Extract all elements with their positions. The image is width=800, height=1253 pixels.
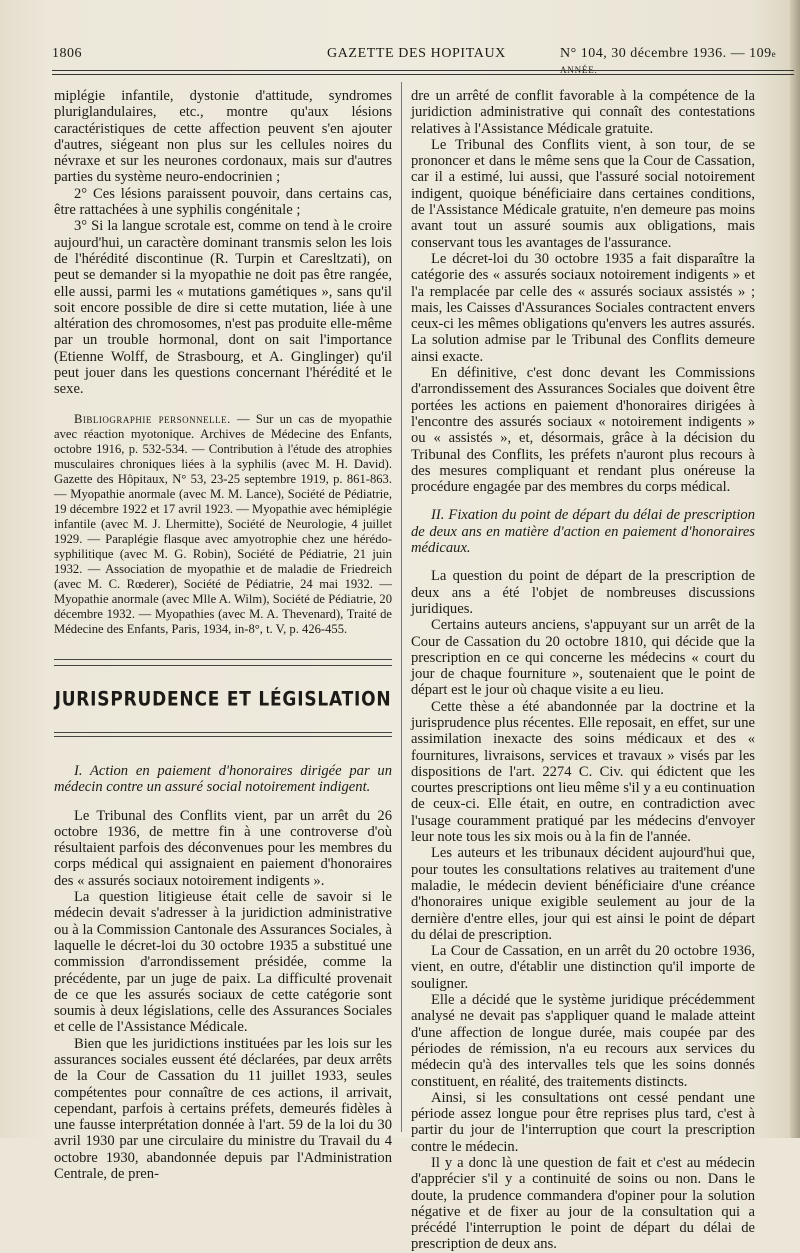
paragraph: dre un arrêté de conflit favorable à la compétence de la juridiction administrative qui connaît des contestations relatives à l'Assistance Médicale gratuite. [411,88,755,137]
paragraph: Certains auteurs anciens, s'appuyant sur un arrêt de la Cour de Cassation du 20 octobre 1810, qui décide que la prescription en ce qui concerne les médecins « court du jour de chaque fourniture », soutenaient que le point de départ est le jour où chaque visite a eu lieu. [411,617,755,699]
paragraph: miplégie infantile, dystonie d'attitude, syndromes pluriglandulaires, etc., montre qu'aux lésions caractéristiques de cette affection peuvent s'en ajouter d'autres, siégeant non plus sur les cellules noires du névraxe et sur les neurones cordonaux, mais sur d'autres parties du système neuro-endocrinien ; [54,88,392,186]
paragraph: Bien que les juridictions instituées par les lois sur les assurances sociales eussent été déclarées, par deux arrêts de la Cour de Cassation du 11 juillet 1933, seules compétentes pour connaître de ces actions, il arrivait, cependant, parfois à certains préfets, demeurés fidèles à une fausse interprétation donnée à l'art. 59 de la loi du 30 avril 1930 par une circulaire du ministre du Travail du 4 octobre 1930, abandonnée depuis par l'Administration Centrale, de pren- [54,1035,392,1183]
issue-date: N° 104, 30 décembre 1936. — 109 [560,46,772,61]
header-rule [52,70,794,75]
paragraph: Le décret-loi du 30 octobre 1935 a fait disparaître la catégorie des « assurés sociaux notoirement indigents » et l'a remplacée par celle des « assurés sociaux assistés » ; mais, les Caisses d'Assurances Sociales contractent envers ceux-ci les mêmes obligations qu'envers les autres assurés. La solution admise par le Tribunal des Conflits demeure ainsi exacte. [411,250,755,365]
paragraph: La question litigieuse était celle de savoir si le médecin devait s'adresser à la juridiction administrative ou à la Commission Cantonale des Assurances Sociales, à laquelle le décret-loi du 30 octobre 1935 a substitué une commission d'arrondissement présidée, comme la précédente, par un juge de paix. La difficulté provenait de ce que les assurés sociaux de cette catégorie sont soumis à deux législations, celle des Assurances Sociales et celle de l'Assistance Médicale. [54,889,392,1036]
paragraph: Elle a décidé que le système juridique précédemment analysé ne devait pas s'appliquer quand le malade atteint d'une affection de longue durée, mais coupée par des périodes de rémission, n'a eu recours aux services du médecin qu'à des intervalles tels que les soins donnés constituent, en réalité, des traitements distincts. [411,992,755,1090]
bibliography-text: — Sur un cas de myopathie avec réaction myotonique. Archives de Médecine des Enfants, octobre 1916, p. 532-534. — Contribution à l'étude des atrophies musculaires chroniques liées à la syphilis (avec M. H. David). Gazette des Hôpitaux, N° 53, 23-25 septembre 1919, p. 861-863. — Myopathie anormale (avec M. M. Lance), Société de Pédiatrie, 19 décembre 1922 et 17 avril 1923. — Myopathie avec hémiplégie infantile (avec M. J. Lhermitte), Société de Neurologie, 4 juillet 1929. — Paraplégie flasque avec amyotrophie chez une hérédo-syphilitique (avec M. G. Robin), Société de Pédiatrie, 21 juin 1932. — Association de myopathie et de maladie de Friedreich (avec M. C. Rœderer), Société de Pédiatrie, 24 mai 1932. — Myopathie anormale (avec Mlle A. Wilm), Société de Pédiatrie, 20 décembre 1932. — Myopathies (avec M. A. Thevenard), Traité de Médecine des Enfants, Paris, 1934, in-8°, t. V, p. 426-455. [54,411,392,636]
page-number: 1806 [52,46,82,61]
column-divider [401,82,402,1132]
paragraph: Ainsi, si les consultations ont cessé pendant une période assez longue pour être reprises plus tard, c'est à partir du jour de l'interruption que court la prescription contre le médecin. [411,1089,755,1155]
paragraph: Le Tribunal des Conflits vient, à son tour, de se prononcer et dans le même sens que la Cour de Cassation, car il a estimé, lui aussi, que l'assuré social notoirement indigent, quoique bénéficiaire dans certaines conditions, de l'Assistance Médicale gratuite, n'en demeure pas moins avant tout un assuré soumis aux obligations, mais conservant tous les avantages de l'assurance. [411,136,755,251]
left-column [54,88,392,1183]
paragraph: En définitive, c'est donc devant les Commissions d'arrondissement des Assurances Sociales que doivent être portées les actions en paiement d'honoraires dirigées à l'encontre des assurés sociaux « notoirement indigents » ou « assistés », et, désormais, grâce à la décision du Tribunal des Conflits, les préfets n'auront plus recours à des mesures compliquant et rendant plus onéreuse la procédure engagée par des membres du corps médical. [411,365,755,496]
paragraph: Cette thèse a été abandonnée par la doctrine et la jurisprudence plus récentes. Elle reposait, en effet, sur une assimilation inexacte des soins médicaux et des « fournitures, livraisons, services et travaux » visés par les dispositions de l'art. 2274 C. Civ. qui édictent que les courtes prescriptions ont lieu même s'il y a eu continuation de ceux-ci. Elle était, en outre, en contradiction avec l'usage couramment pratiqué par les médecins d'envoyer leur note tous les six mois ou à la fin de l'année. [411,698,755,846]
paragraph: Les auteurs et les tribunaux décident aujourd'hui que, pour toutes les consultations relatives au traitement d'une maladie, le médecin devient bénéficiaire d'une créance d'honoraires unique exigible seulement au jour de la dernière d'entre elles, jour qui est ainsi le point de départ du délai de prescription. [411,845,755,943]
section-rule-bottom [54,732,392,737]
section-title: JURISPRUDENCE ET LÉGISLATION [54,688,392,712]
year-suffix: e ANNÉE. [560,49,777,75]
bibliography-label: Bibliographie personnelle. [74,411,231,426]
running-header [52,42,792,75]
journal-title: GAZETTE DES HOPITAUX [327,46,506,61]
bibliography [54,412,392,637]
paragraph: La Cour de Cassation, en un arrêt du 20 octobre 1936, vient, en outre, d'établir une distinction qu'il importe de souligner. [411,943,755,992]
page-spine-shadow [790,0,800,1138]
paragraph: Le Tribunal des Conflits vient, par un arrêt du 26 octobre 1936, de mettre fin à une controverse d'où résultaient parfois des déconvenues pour les membres du corps médical qui assignaient en paiement d'honoraires des « assurés sociaux notoirement indigents ». [54,807,392,889]
paragraph: 2° Ces lésions paraissent pouvoir, dans certains cas, être rattachées à une syphilis congénitale ; [54,185,392,219]
paragraph: 3° Si la langue scrotale est, comme on tend à le croire aujourd'hui, un caractère dominant transmis selon les lois de l'hérédité discontinue (R. Turpin et Caresltzati), on peut se demander si la myopathie ne doit pas être rangée, elle aussi, parmi les « mutations gamétiques », sans qu'il soit encore possible de dire si cette mutation, liée à une altération des chromosomes, n'est pas produite elle-même par un trouble hormonal, dont on sait l'importance (Etienne Wolff, de Strasbourg, et A. Ginglinger) qu'il peut jouer dans les questions concernant l'hérédité et le sexe. [54,218,392,398]
subheading: II. Fixation du point de départ du délai de prescription de deux ans en matière d'action en paiement d'honoraires médicaux. [411,507,755,557]
section-rule-top [54,659,392,666]
paragraph: Il y a donc là une question de fait et c'est au médecin d'apprécier s'il y a continuité de soins ou non. Dans le doute, la prudence commandera d'opiner pour la solution négative et de fixer au jour de la consultation qui a précédé l'interruption le point de départ du délai de prescription de deux ans. [411,1155,755,1253]
subheading: I. Action en paiement d'honoraires dirigée par un médecin contre un assuré social notoirement indigent. [54,762,392,796]
right-column [411,88,755,1253]
spacer [411,495,755,507]
paragraph: La question du point de départ de la prescription de deux ans a été l'objet de nombreuses discussions juridiques. [411,568,755,617]
